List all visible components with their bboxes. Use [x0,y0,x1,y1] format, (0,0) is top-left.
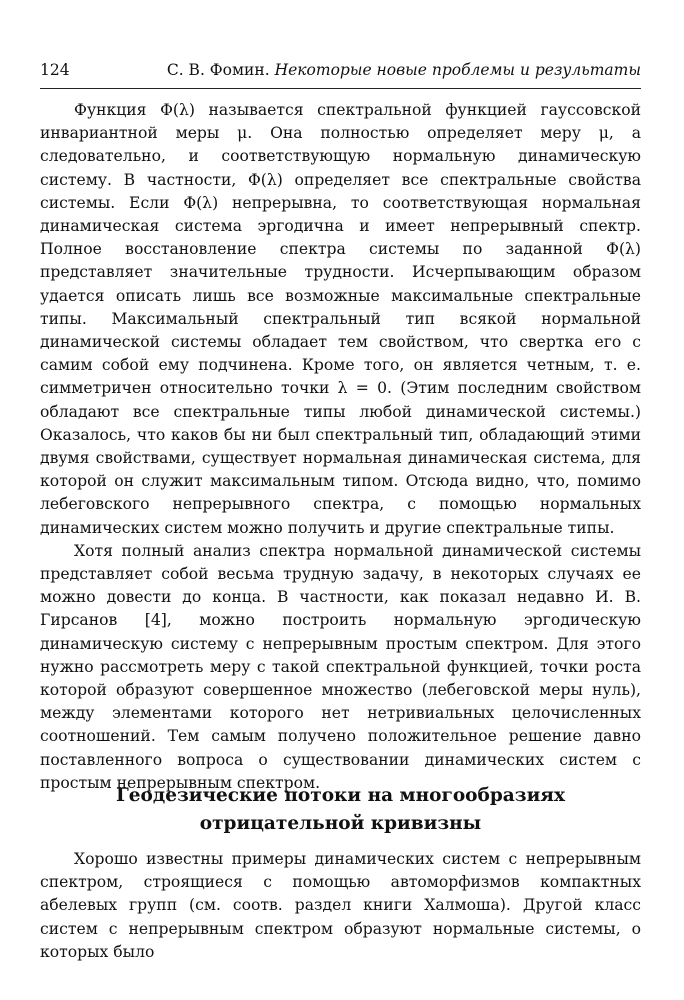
section-heading [40,782,641,838]
paragraph-spectral-function: Функция Φ(λ) называется спектральной функцией гауссовской инвариантной меры μ. Она полностью определяет меру μ, а следовательно, и соответствующую нормальную динамическую систему. В частности, Φ(λ) определяет все спектральные свойства системы. Если Φ(λ) непрерывна, то соответствующая нормальная динамическая система эргодична и имеет непрерывный спектр. Полное восстановление спектра системы по заданной Φ(λ) представляет значительные трудности. Исчерпывающим образом удается описать лишь все возможные максимальные спектральные типы. Максимальный спектральный тип всякой нормальной динамической системы обладает тем свойством, что свертка его с самим собой ему подчинена. Кроме того, он является четным, т. е. симметричен относительно точки λ = 0. (Этим последним свойством обладают все спектральные типы любой динамической системы.) Оказалось, что каков бы ни был спектральный тип, обладающий этими двумя свойствами, существует нормальная динамическая система, для которой он служит максимальным типом. Отсюда видно, что, помимо лебеговского непрерывного спектра, с помощью нормальных динамических систем можно получить и другие спектральные типы. [40,101,641,537]
body-text [40,99,641,795]
page-number: 124 [40,61,70,79]
section-heading-line-2: отрицательной кривизны [199,813,482,834]
header-rule [40,88,641,89]
header-work-title: Некоторые новые проблемы и результаты [274,61,641,79]
section-heading-line-1: Геодезические потоки на многообразиях [115,785,565,806]
book-page [40,0,641,1000]
paragraph-geodesic-flows: Хорошо известны примеры динамических систем с непрерывным спектром, строящиеся с помощью автоморфизмов компактных абелевых групп (см. соотв. раздел книги Халмоша). Другой класс систем с непрерывным спектром образуют нормальные системы, о которых было [40,850,641,961]
running-title [167,61,641,79]
running-head [40,61,641,87]
paragraph-girsanov: Хотя полный анализ спектра нормальной динамической системы представляет собой весьма трудную задачу, в некоторых случаях ее можно довести до конца. В частности, как показал недавно И. В. Гирсанов [4], можно построить нормальную эргодическую динамическую систему с непрерывным простым спектром. Для этого нужно рассмотреть меру с такой спектральной функцией, точки роста которой образуют совершенное множество (лебеговской меры нуль), между элементами которого нет нетривиальных целочисленных соотношений. Тем самым получено положительное решение давно поставленного вопроса о существовании динамических систем с простым непрерывным спектром. [40,541,641,792]
header-author: С. В. Фомин. [166,61,270,79]
section-body-text [40,848,641,964]
